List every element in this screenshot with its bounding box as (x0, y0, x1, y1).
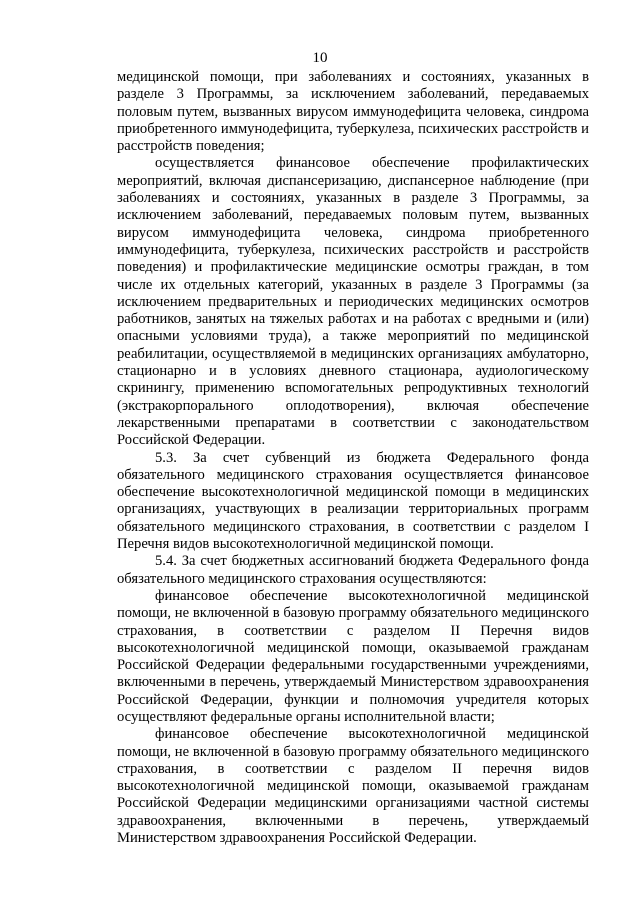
paragraph-federal-institutions: финансовое обеспечение высокотехнологичной медицинской помощи, не включенной в базовую программу обязательного медицинского страхования, в соответствии с разделом II Перечня видов высокотехнологичной медицинской помощи, оказываемой гражданам Российской Федерации федеральными государственными учреждениями, включенными в перечень, утверждаемый Министерством здравоохранения Российской Федерации, функции и полномочия учредителя которых осуществляют федеральные органы исполнительной власти; (117, 587, 589, 725)
paragraph-preventive-measures: осуществляется финансовое обеспечение профилактических мероприятий, включая диспансеризацию, диспансерное наблюдение (при заболеваниях и состояниях, указанных в разделе 3 Программы, за исключением заболеваний, передаваемых половым путем, вызванных вирусом иммунодефицита человека, синдрома приобретенного иммунодефицита, туберкулеза, психических расстройств и расстройств поведения) и профилактические медицинские осмотры граждан, в том числе их отдельных категорий, указанных в разделе 3 Программы (за исключением предварительных и периодических медицинских осмотров работников, занятых на тяжелых работах и на работах с вредными и (или) опасными условиями труда), а также мероприятий по медицинской реабилитации, осуществляемой в медицинских организациях амбулаторно, стационарно и в условиях дневного стационара, аудиологическому скринингу, применению вспомогательных репродуктивных технологий (экстракорпорального оплодотворения), включая обеспечение лекарственными препаратами в соответствии с законодательством Российской Федерации. (117, 155, 589, 449)
paragraph-5-4: 5.4. За счет бюджетных ассигнований бюджета Федерального фонда обязательного медицинского страхования осуществляются: (117, 553, 589, 587)
document-body (117, 69, 589, 847)
paragraph-5-3: 5.3. За счет субвенций из бюджета Федерального фонда обязательного медицинского страхования осуществляется финансовое обеспечение высокотехнологичной медицинской помощи в медицинских организациях, участвующих в реализации территориальных программ обязательного медицинского страхования, в соответствии с разделом I Перечня видов высокотехнологичной медицинской помощи. (117, 449, 589, 553)
paragraph-continuation: медицинской помощи, при заболеваниях и состояниях, указанных в разделе 3 Программы, за исключением заболеваний, передаваемых половым путем, вызванных вирусом иммунодефицита человека, синдрома приобретенного иммунодефицита, туберкулеза, психических расстройств и расстройств поведения; (117, 69, 589, 155)
paragraph-private-organizations: финансовое обеспечение высокотехнологичной медицинской помощи, не включенной в базовую программу обязательного медицинского страхования, в соответствии с разделом II перечня видов высокотехнологичной медицинской помощи, оказываемой гражданам Российской Федерации медицинскими организациями частной системы здравоохранения, включенными в перечень, утверждаемый Министерством здравоохранения Российской Федерации. (117, 726, 589, 847)
page-number: 10 (312, 50, 328, 66)
